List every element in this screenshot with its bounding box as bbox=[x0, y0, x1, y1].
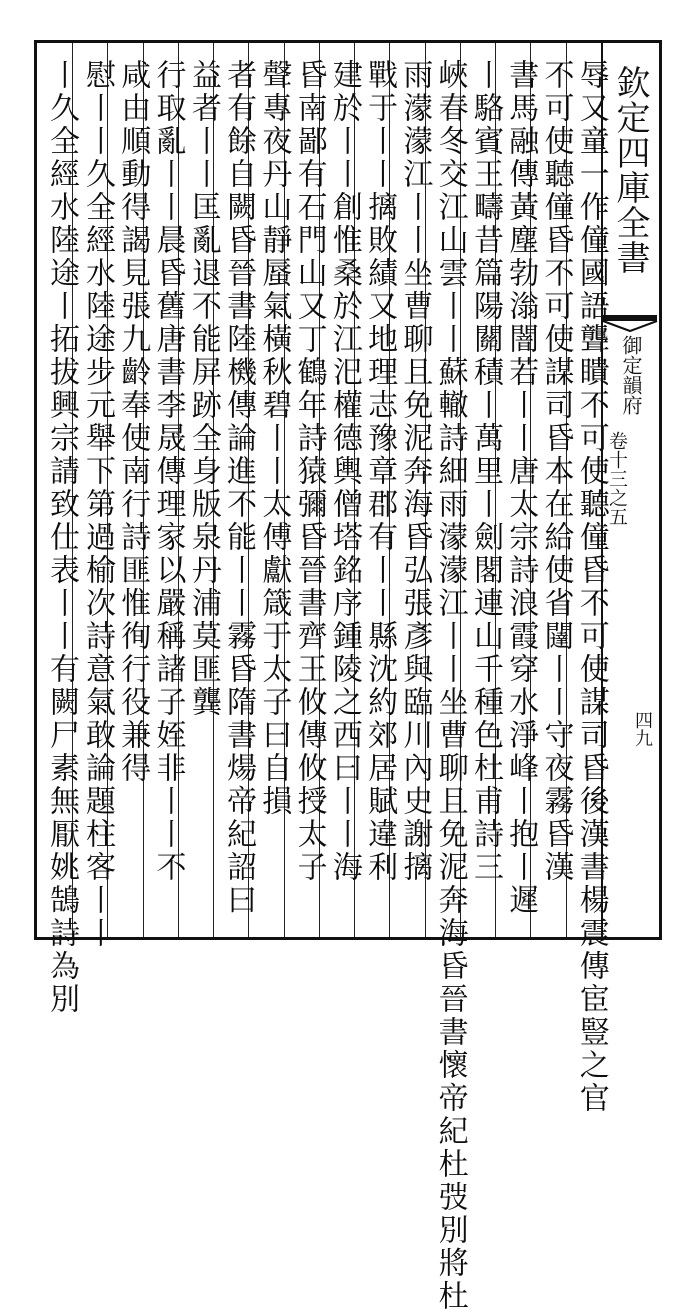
column-text: 聲專夜丹山靜蜃氣橫秋碧丨丨太傅獻箴于太子曰自損 bbox=[256, 59, 292, 818]
column-text: 丨駱賓王疇昔篇陽關積丨萬里丨劍閣連山千種色杜甫詩三 bbox=[467, 59, 503, 884]
column-text: 不可使聽僮昏不可使謀司昏本在給使省闥丨丨守夜霧昏漢 bbox=[538, 59, 574, 884]
column-text: 建於丨丨創惟桑於江汜權德輿僧塔銘序鍾陵之西曰丨丨海 bbox=[326, 59, 362, 884]
column-text: 益者丨丨匡亂退不能屏跡全身版泉丹浦莫匪龔 bbox=[185, 59, 221, 719]
section-label: 御定韻府 bbox=[619, 335, 643, 415]
column-text: 行取亂丨丨晨昏舊唐書李晟傳理家以嚴稱諸子姪非丨丨不 bbox=[150, 59, 186, 884]
page-frame bbox=[34, 40, 662, 1313]
column-text: 昏南鄙有石門山又丁鶴年詩猿彌昏晉書齊王攸傳攸授太子 bbox=[291, 59, 327, 884]
column-text: 辱又童一作僮國語聾瞶不可使聽僮昏不可使謀司昏後漢書楊震傳宦豎之官 bbox=[573, 59, 609, 1115]
column-text: 戰于丨丨摛敗績又地理志豫章郡有丨丨縣沈約郊居賦違利 bbox=[362, 59, 398, 884]
series-title: 欽定四庫全書 bbox=[610, 65, 650, 275]
volume-label: 卷十三之五 bbox=[606, 431, 628, 526]
column-text: 者有餘自闕昏晉書陸機傳論進不能丨丨霧昏隋書煬帝紀詔曰 bbox=[221, 59, 257, 917]
column-text: 丨久全經水陸途丨拓拔興宗請致仕表丨丨有闕尸素無厭姚鵠詩為別 bbox=[44, 59, 80, 1016]
text-column bbox=[37, 43, 80, 1016]
page-number: 四九 bbox=[632, 711, 653, 747]
column-text: 慰丨丨久全經水陸途步元舉下第過榆次詩意氣敢論題柱客丨丨 bbox=[80, 59, 116, 950]
column-text: 峽春冬交江山雲丨丨蘇轍詩細雨濛濛江丨丨坐曹聊且免泥奔海昏晉書懷帝紀杜弢別將杜 bbox=[432, 59, 468, 1313]
column-text: 雨濛濛江丨丨坐曹聊且免泥奔海昏弘張彥與臨川內史謝摛 bbox=[397, 59, 433, 884]
column-text: 咸由順動得謁見張九齡奉使南行詩匪惟徇行役兼得 bbox=[115, 59, 151, 785]
column-text: 書馬融傳黃塵勃滃闇若丨丨唐太宗詩浪霞穿水淨峰丨抱丨遲 bbox=[503, 59, 539, 917]
fishtail-ornament-icon bbox=[603, 315, 657, 331]
frame-inner bbox=[37, 43, 659, 1313]
main-text-block bbox=[37, 43, 609, 1313]
